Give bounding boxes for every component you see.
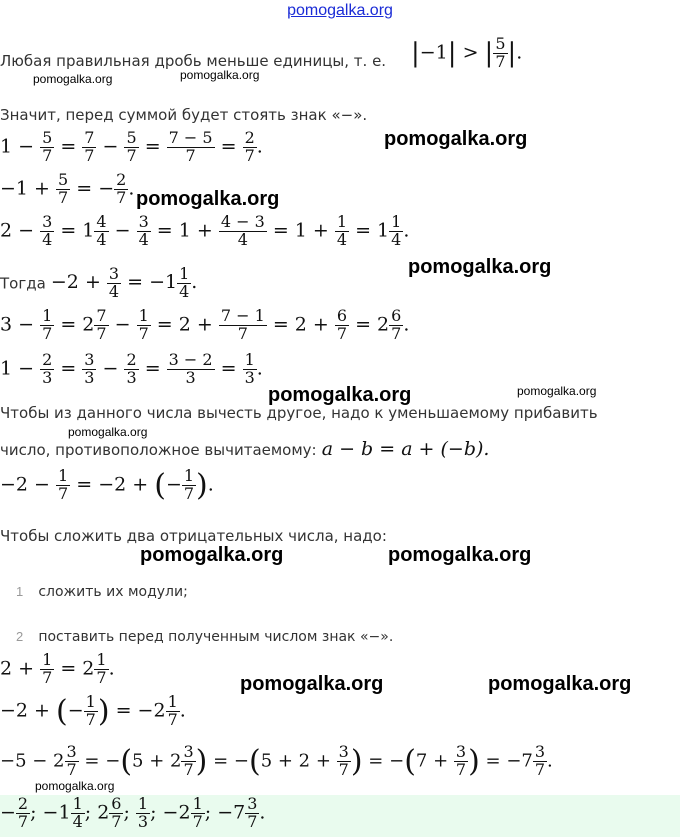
equation-3: 2 − $\frac{3}{4}$ = 1 $\frac{4}{4}$ − $\frac{3}{4}$ = 1 + $\frac{4 - 3}{4}$ = 1 + $\frac{1}{4}$ = 1 $\frac{1}{4}$ . [0,212,410,249]
equation-7: −2 − $\frac{1}{7}$ = −2 + (− $\frac{1}{7}$ ). [0,466,214,503]
answer-line: − $\frac{2}{7}$ ; −1 $\frac{1}{4}$ ; 2 $\frac{6}{7}$ ; $\frac{1}{3}$ ; −2 $\frac{1}{7}$ ; −7 $\frac{3}{7}$ . [0,794,266,831]
paragraph-opposite: число, противоположное вычитаемому: [0,441,317,459]
equation-9: −2 + (− $\frac{1}{7}$ ) = −2 $\frac{1}{7}$ . [0,692,186,729]
watermark: pomogalka.org [388,544,532,566]
list-item [16,626,393,645]
watermark: pomogalka.org [136,188,280,210]
equation-10: −5 − 2 $\frac{3}{7}$ = −(5 + 2 $\frac{3}{7}$ ) = −(5 + 2 + $\frac{3}{7}$ ) = −(7 + $\frac{3}{7}$ ) = −7 $\frac{3}{7}$ . [0,742,553,779]
site-header-link[interactable]: pomogalka.org [287,2,393,19]
list-item [16,581,188,600]
watermark: pomogalka.org [68,425,148,439]
then-label: Тогда [0,274,46,293]
watermark: pomogalka.org [240,673,384,695]
watermark: pomogalka.org [517,384,597,398]
paragraph-subtraction-rule: Чтобы из данного числа вычесть другое, надо к уменьшаемому прибавить [0,404,598,422]
equation-1: 1 − $\frac{5}{7}$ = $\frac{7}{7}$ − $\frac{5}{7}$ = $\frac{7 - 5}{7}$ = $\frac{2}{7}$ . [0,128,263,165]
list-item-text: поставить перед полученным числом знак «−». [38,629,394,645]
list-item-text: сложить их модули; [38,584,188,600]
watermark: pomogalka.org [35,779,115,793]
equation-2: −1 + $\frac{5}{7}$ = − $\frac{2}{7}$ . [0,170,135,207]
paragraph-opposite-row [0,438,489,460]
watermark: pomogalka.org [408,256,552,278]
watermark: pomogalka.org [488,673,632,695]
list-item-number: 2 [16,629,24,644]
list-item-number: 1 [16,584,24,599]
watermark: pomogalka.org [268,384,412,406]
watermark: pomogalka.org [384,128,528,150]
paragraph-negative-sum-rule: Чтобы сложить два отрицательных числа, надо: [0,527,387,545]
subtraction-identity: a − b = a + (−b). [321,438,490,460]
watermark: pomogalka.org [140,544,284,566]
watermark: pomogalka.org [180,68,260,82]
equation-8: 2 + $\frac{1}{7}$ = 2 $\frac{1}{7}$ . [0,650,115,687]
inequality-expression: |−1| > | $\frac{5}{7}$ |. [411,34,523,71]
equation-6: 1 − $\frac{2}{3}$ = $\frac{3}{3}$ − $\frac{2}{3}$ = $\frac{3 - 2}{3}$ = $\frac{1}{3}$ . [0,350,263,387]
paragraph-sign-note: Значит, перед суммой будет стоять знак «−». [0,106,368,124]
equation-4: −2 + $\frac{3}{4}$ = −1 $\frac{1}{4}$ . [50,264,198,301]
equation-5: 3 − $\frac{1}{7}$ = 2 $\frac{7}{7}$ − $\frac{1}{7}$ = 2 + $\frac{7 - 1}{7}$ = 2 + $\frac{6}{7}$ = 2 $\frac{6}{7}$ . [0,306,410,343]
paragraph-inequality-intro: Любая правильная дробь меньше единицы, т. е. [0,52,387,70]
equation-4-row [0,266,197,301]
watermark: pomogalka.org [33,72,113,86]
